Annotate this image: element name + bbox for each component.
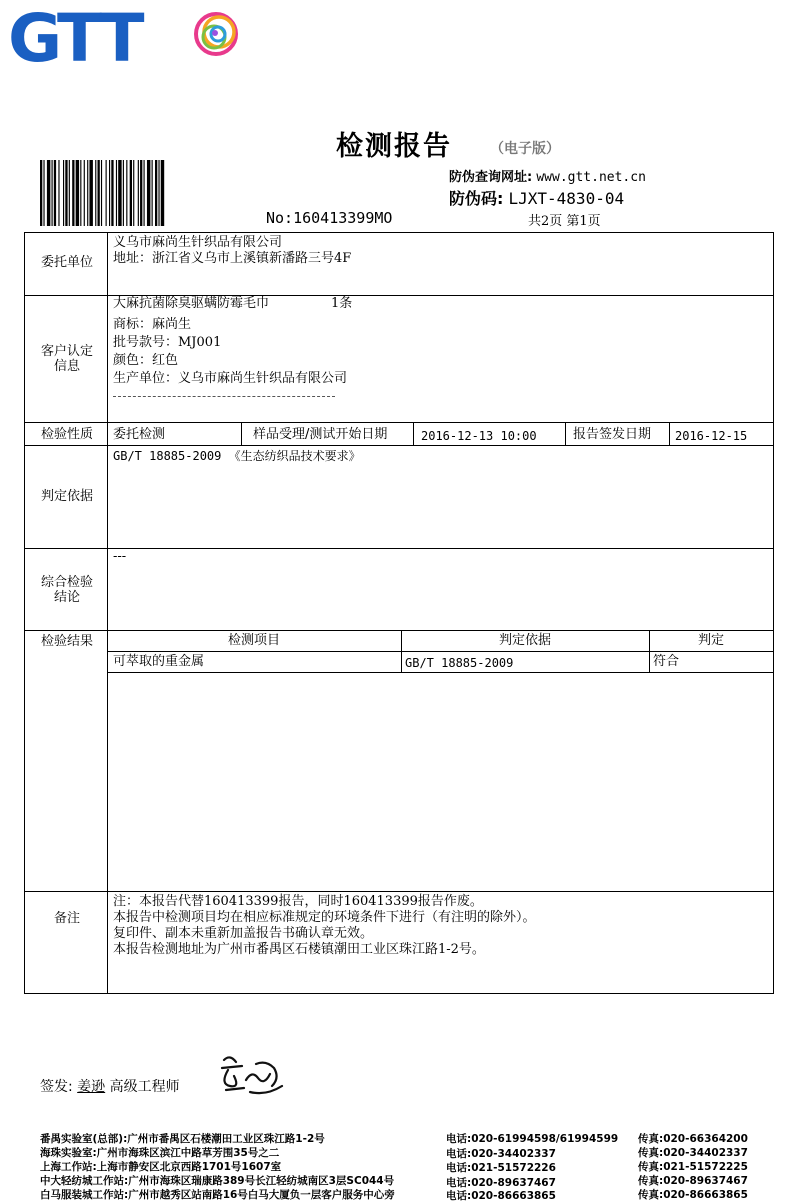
row-divider (25, 630, 773, 631)
verify-code-value: LJXT-4830-04 (508, 189, 625, 208)
footer-phone: 电话:020-89637467 (446, 1177, 556, 1189)
document-title: 检测报告 (336, 131, 452, 162)
conclusion-label (25, 575, 109, 605)
product-batch: 批号款号：MJ001 (113, 335, 222, 350)
client-label: 委托单位 (40, 255, 93, 270)
results-row-divider (107, 672, 773, 673)
row-divider (25, 548, 773, 549)
row-divider (25, 891, 773, 892)
footer-fax: 传真:020-86663865 (638, 1189, 748, 1201)
signature-line (40, 1076, 180, 1096)
signer-title: 高级工程师 (109, 1079, 180, 1095)
svg-text:GTT: GTT (8, 6, 141, 66)
footer-address: 海珠实验室:广州市海珠区滨江中路草芳围35号之二 (40, 1147, 280, 1159)
conclusion-label-line1: 综合检验 (40, 575, 93, 590)
footer-address: 中大轻纺城工作站:广州市海珠区瑞康路389号长江轻纺城南区3层SC044号 (40, 1175, 395, 1187)
conclusion-label-line2: 结论 (53, 590, 80, 605)
result-basis: GB/T 18885-2009 (405, 656, 514, 670)
verify-site-url[interactable]: www.gtt.net.cn (536, 170, 646, 185)
gtt-logo (8, 6, 238, 66)
row-divider (25, 445, 773, 446)
cell-divider (669, 422, 670, 445)
client-address: 地址：浙江省义乌市上溪镇新潘路三号4F (113, 251, 352, 266)
report-table (24, 232, 774, 994)
conclusion-value: --- (113, 549, 127, 564)
footer-phone: 电话:020-34402337 (446, 1148, 556, 1160)
results-header-divider (107, 651, 773, 652)
cell-divider (413, 422, 414, 445)
issue-date-label: 报告签发日期 (573, 427, 652, 442)
product-brand: 商标：麻尚生 (113, 317, 192, 332)
results-header-verdict: 判定 (697, 633, 724, 648)
sample-label-line1: 客户认定 (40, 344, 93, 359)
result-item: 可萃取的重金属 (113, 654, 205, 669)
result-verdict: 符合 (653, 654, 680, 669)
edition-label: （电子版） (490, 141, 560, 157)
inspection-type-label: 检验性质 (40, 427, 93, 442)
footer-fax: 传真:021-51572225 (638, 1161, 748, 1173)
basis-value: GB/T 18885-2009 《生态纺织品技术要求》 (113, 449, 361, 463)
verify-code-label: 防伪码: (449, 189, 504, 208)
remark-line: 本报告中检测项目均在相应标准规定的环境条件下进行（有注明的除外）。 (113, 910, 536, 925)
row-divider (25, 422, 773, 423)
page-info: 共2页 第1页 (528, 214, 601, 229)
basis-label: 判定依据 (40, 489, 93, 504)
inspection-type-value: 委托检测 (113, 427, 166, 442)
product-name: 大麻抗菌除臭驱螨防霉毛巾 (113, 296, 270, 311)
handwritten-signature (216, 1050, 286, 1100)
remarks-label: 备注 (53, 911, 80, 926)
footer-address: 白马服装城工作站:广州市越秀区站南路16号白马大厦负一层客户服务中心旁 (40, 1189, 395, 1201)
barcode (40, 160, 272, 226)
product-color: 颜色：红色 (113, 353, 179, 368)
footer-phone: 电话:020-86663865 (446, 1190, 556, 1202)
remark-line: 注：本报告代替160413399报告，同时160413399报告作废。 (113, 894, 483, 909)
remark-line: 本报告检测地址为广州市番禺区石楼镇潮田工业区珠江路1-2号。 (113, 942, 485, 957)
product-manufacturer: 生产单位：义乌市麻尚生针织品有限公司 (113, 371, 348, 386)
footer-address: 番禺实验室(总部):广州市番禺区石楼潮田工业区珠江路1-2号 (40, 1133, 325, 1145)
footer-fax: 传真:020-66364200 (638, 1133, 748, 1145)
footer-fax: 传真:020-89637467 (638, 1175, 748, 1187)
sample-label-line2: 信息 (53, 359, 80, 374)
results-label: 检验结果 (40, 634, 93, 649)
footer-phone: 电话:021-51572226 (446, 1162, 556, 1174)
footer-address: 上海工作站:上海市静安区北京西路1701号1607室 (40, 1161, 282, 1173)
test-date-label: 样品受理/测试开始日期 (253, 427, 388, 442)
report-number: No:160413399MO (266, 209, 393, 227)
issue-date-value: 2016-12-15 (675, 429, 748, 443)
verify-site-label: 防伪查询网址: (449, 170, 533, 185)
results-header-item: 检测项目 (227, 633, 280, 648)
signer-name: 姜逊 (77, 1079, 106, 1095)
signature-label: 签发: (40, 1079, 73, 1095)
client-name: 义乌市麻尚生针织品有限公司 (113, 235, 283, 250)
verify-site-line (449, 166, 646, 185)
footer-phone: 电话:020-61994598/61994599 (446, 1133, 619, 1145)
footer-fax: 传真:020-34402337 (638, 1147, 748, 1159)
test-date-value: 2016-12-13 10:00 (421, 429, 537, 443)
results-header-basis: 判定依据 (498, 633, 551, 648)
product-quantity: 1条 (331, 296, 353, 311)
cell-divider (565, 422, 566, 445)
cell-divider (241, 422, 242, 445)
sample-label (25, 344, 109, 374)
verify-code-line (449, 186, 624, 209)
separator-dashes (113, 396, 335, 397)
remark-line: 复印件、副本未重新加盖报告书确认章无效。 (113, 926, 374, 941)
